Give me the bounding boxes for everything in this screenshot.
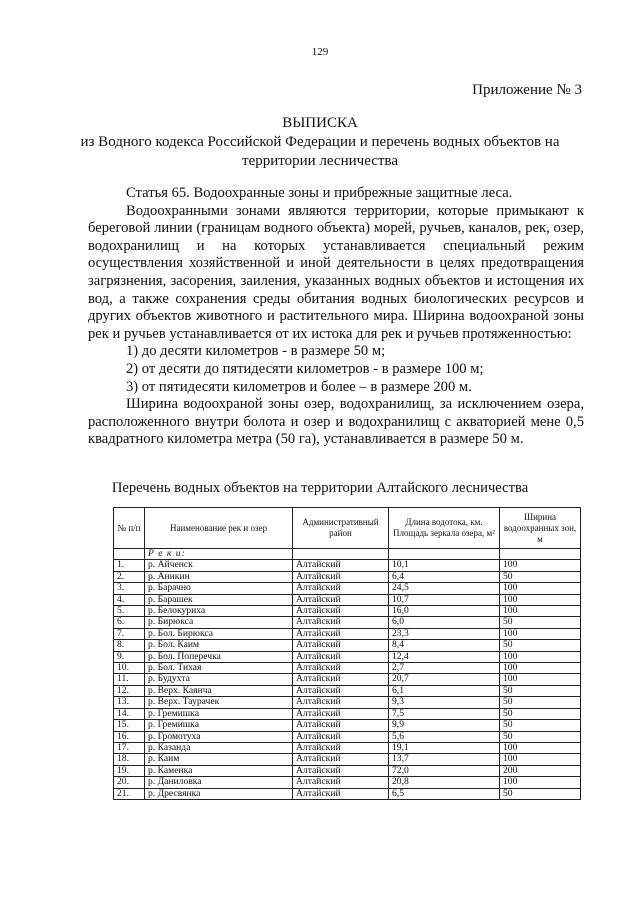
zone-width: 100: [500, 560, 581, 571]
district: Алтайский: [293, 560, 389, 571]
length-value: 6,4: [389, 571, 500, 582]
length-value: 6,0: [389, 617, 500, 628]
table-row: [114, 663, 581, 674]
zone-width: 50: [500, 708, 581, 719]
district: Алтайский: [293, 754, 389, 765]
table-row: [114, 583, 581, 594]
row-number: 1.: [114, 560, 145, 571]
river-name: р. Каменка: [145, 765, 293, 776]
zone-width: 100: [500, 628, 581, 639]
district: Алтайский: [293, 788, 389, 799]
river-name: р. Белокуриха: [145, 606, 293, 617]
district: Алтайский: [293, 617, 389, 628]
article-paragraph-2: Ширина водоохраной зоны озер, водохранилищ, за исключением озера, расположенного внутри болота и озер и водохранилищ с акваторией мене 0,5 квадратного километра метра (50 га), устанавливается в размере 50 м.: [88, 396, 584, 448]
length-value: 13,7: [389, 754, 500, 765]
table-title: Перечень водных объектов на территории Алтайского лесничества: [111, 480, 529, 496]
length-value: 10,1: [389, 560, 500, 571]
river-name: р. Даниловка: [145, 777, 293, 788]
district: Алтайский: [293, 663, 389, 674]
table-header-row: [114, 508, 581, 549]
district: Алтайский: [293, 571, 389, 582]
river-name: р. Гремишка: [145, 720, 293, 731]
table-row: [114, 765, 581, 776]
table-row: [114, 788, 581, 799]
header-num: № п/п: [114, 508, 145, 549]
zone-width: 100: [500, 754, 581, 765]
district: Алтайский: [293, 594, 389, 605]
row-number: 6.: [114, 617, 145, 628]
row-number: 3.: [114, 583, 145, 594]
zone-width: 50: [500, 617, 581, 628]
table-row: [114, 708, 581, 719]
zone-width: 50: [500, 697, 581, 708]
river-name: р. Бол. Поперечка: [145, 651, 293, 662]
district: Алтайский: [293, 674, 389, 685]
header-width: Ширина водоохранных зон, м: [500, 508, 581, 549]
length-value: 5,6: [389, 731, 500, 742]
zone-width: 50: [500, 720, 581, 731]
row-number: 5.: [114, 606, 145, 617]
row-number: 2.: [114, 571, 145, 582]
row-number: 10.: [114, 663, 145, 674]
table-row: [114, 651, 581, 662]
river-name: р. Каим: [145, 754, 293, 765]
district: Алтайский: [293, 777, 389, 788]
row-number: 17.: [114, 742, 145, 753]
length-value: 23,3: [389, 628, 500, 639]
table-row: [114, 685, 581, 696]
river-name: р. Бол. Бирюкса: [145, 628, 293, 639]
table-row: [114, 697, 581, 708]
zone-width: 100: [500, 594, 581, 605]
zone-width: 50: [500, 685, 581, 696]
document-title: [0, 114, 640, 171]
row-number: 12.: [114, 685, 145, 696]
length-value: 6,5: [389, 788, 500, 799]
district: Алтайский: [293, 742, 389, 753]
table-row: [114, 640, 581, 651]
section-empty-cell: [500, 549, 581, 560]
length-value: 12,4: [389, 651, 500, 662]
zone-width: 100: [500, 674, 581, 685]
zone-width: 100: [500, 606, 581, 617]
length-value: 6,1: [389, 685, 500, 696]
article-heading: Статья 65. Водоохранные зоны и прибрежные защитные леса.: [126, 185, 513, 201]
river-name: р. Айченск: [145, 560, 293, 571]
zone-width: 100: [500, 583, 581, 594]
header-name: Наименование рек и озер: [145, 508, 293, 549]
table-row: [114, 571, 581, 582]
length-value: 8,4: [389, 640, 500, 651]
district: Алтайский: [293, 765, 389, 776]
zone-width: 100: [500, 663, 581, 674]
length-value: 7,5: [389, 708, 500, 719]
river-name: р. Барашек: [145, 594, 293, 605]
river-name: р. Аникин: [145, 571, 293, 582]
row-number: 16.: [114, 731, 145, 742]
header-length: Длина водотока, км. Площадь зеркала озера, м²: [389, 508, 500, 549]
district: Алтайский: [293, 697, 389, 708]
header-district: Административный район: [293, 508, 389, 549]
table-row: [114, 674, 581, 685]
row-number: 14.: [114, 708, 145, 719]
zone-width: 100: [500, 651, 581, 662]
row-number: 19.: [114, 765, 145, 776]
zone-width: 50: [500, 571, 581, 582]
district: Алтайский: [293, 583, 389, 594]
table-row: [114, 754, 581, 765]
length-value: 16,0: [389, 606, 500, 617]
river-name: р. Казанда: [145, 742, 293, 753]
district: Алтайский: [293, 628, 389, 639]
row-number: 8.: [114, 640, 145, 651]
water-objects-table: [113, 507, 581, 800]
zone-width: 100: [500, 777, 581, 788]
list-item: 1) до десяти километров - в размере 50 м;: [126, 343, 386, 360]
section-empty-cell: [389, 549, 500, 560]
row-number: 21.: [114, 788, 145, 799]
zone-width: 50: [500, 788, 581, 799]
length-value: 20,8: [389, 777, 500, 788]
river-name: р. Верх. Таурачек: [145, 697, 293, 708]
length-value: 72,0: [389, 765, 500, 776]
list-item: 3) от пятидесяти километров и более – в размере 200 м.: [126, 378, 472, 395]
table-row: [114, 594, 581, 605]
page-number: 129: [311, 46, 329, 58]
zone-width: 50: [500, 731, 581, 742]
table-row: [114, 560, 581, 571]
length-value: 20,7: [389, 674, 500, 685]
river-name: р. Верх. Каянча: [145, 685, 293, 696]
length-value: 9,9: [389, 720, 500, 731]
river-name: р. Громотуха: [145, 731, 293, 742]
length-value: 10,7: [389, 594, 500, 605]
row-number: 13.: [114, 697, 145, 708]
row-number: 4.: [114, 594, 145, 605]
table-row: [114, 742, 581, 753]
length-value: 9,3: [389, 697, 500, 708]
table-row: [114, 777, 581, 788]
river-name: р. Бол. Каим: [145, 640, 293, 651]
section-empty-cell: [114, 549, 145, 560]
article-body: [88, 185, 584, 449]
zone-width: 100: [500, 742, 581, 753]
table-row: [114, 720, 581, 731]
article-paragraph-1: Водоохранными зонами являются территории, которые примыкают к береговой линии (границам водного объекта) морей, ручьев, каналов, рек, озер, водохранилищ и на которых устанавливается специальный режим осуществления хозяйственной и иной деятельности в целях предотвращения загрязнения, засорения, заиления, указанных водных объектов и истощения их вод, а также сохранения среды обитания водных биологических ресурсов и других объектов животного и растительного мира. Ширина водоохраной зоны рек и ручьев устанавливается от их истока для рек и ручьев протяженностью:: [88, 202, 584, 342]
table-row: [114, 606, 581, 617]
river-name: р. Гремишка: [145, 708, 293, 719]
river-name: р. Барачно: [145, 583, 293, 594]
title-line-3: территории лесничества: [242, 153, 398, 169]
district: Алтайский: [293, 640, 389, 651]
row-number: 9.: [114, 651, 145, 662]
appendix-label: Приложение № 3: [472, 82, 582, 98]
zone-width: 200: [500, 765, 581, 776]
zone-width: 50: [500, 640, 581, 651]
list-item: 2) от десяти до пятидесяти километров - в размере 100 м;: [126, 360, 484, 377]
district: Алтайский: [293, 731, 389, 742]
row-number: 11.: [114, 674, 145, 685]
district: Алтайский: [293, 685, 389, 696]
district: Алтайский: [293, 606, 389, 617]
row-number: 15.: [114, 720, 145, 731]
length-value: 2,7: [389, 663, 500, 674]
length-value: 24,5: [389, 583, 500, 594]
river-name: р. Дресвянка: [145, 788, 293, 799]
river-name: р. Бол. Тихая: [145, 663, 293, 674]
district: Алтайский: [293, 720, 389, 731]
table-row: [114, 731, 581, 742]
section-row: [114, 549, 581, 560]
title-line-2: из Водного кодекса Российской Федерации и перечень водных объектов на: [80, 134, 560, 150]
table-row: [114, 628, 581, 639]
section-empty-cell: [293, 549, 389, 560]
row-number: 20.: [114, 777, 145, 788]
table-row: [114, 617, 581, 628]
row-number: 7.: [114, 628, 145, 639]
title-line-1: ВЫПИСКА: [282, 115, 358, 131]
river-name: р. Бирюкса: [145, 617, 293, 628]
river-name: р. Будухта: [145, 674, 293, 685]
row-number: 18.: [114, 754, 145, 765]
length-value: 19,1: [389, 742, 500, 753]
district: Алтайский: [293, 651, 389, 662]
section-label: Р е к и:: [145, 549, 293, 560]
district: Алтайский: [293, 708, 389, 719]
